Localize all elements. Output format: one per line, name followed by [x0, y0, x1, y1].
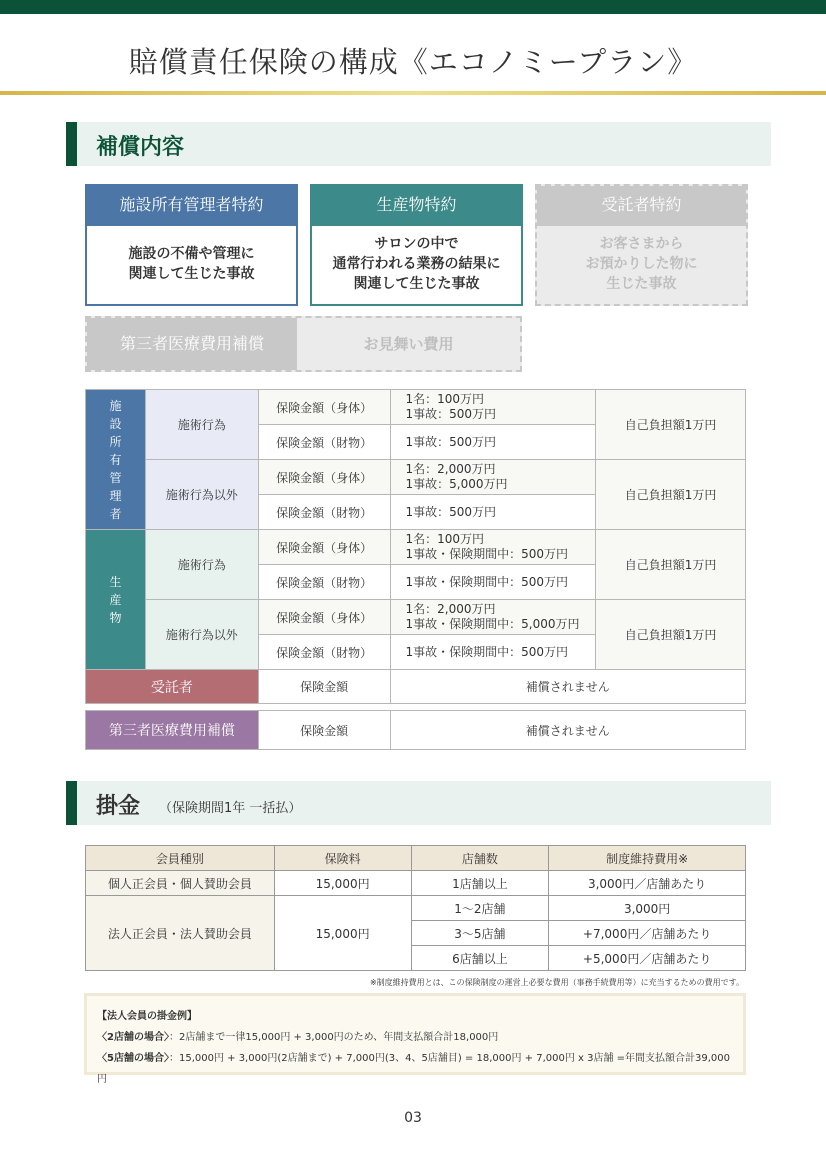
card-third-party: 第三者医療費用補償 お見舞い費用	[85, 316, 522, 372]
facility-label: 施設所有管理者	[86, 390, 146, 530]
card-body: サロンの中で 通常行われる業務の結果に 関連して生じた事故	[332, 236, 501, 292]
trustee-label: 受託者	[86, 670, 259, 704]
gold-rule	[0, 91, 826, 95]
footnote: ※制度維持費用とは、この保険制度の運営上必要な費用（事務手続費用等）に充当するための費用です。	[369, 978, 744, 987]
page-number: 03	[404, 1110, 422, 1126]
card-trustee	[535, 184, 748, 306]
card-header: 施設所有管理者特約	[87, 186, 296, 226]
section-header-coverage	[66, 122, 771, 166]
row-non-treatment: 施術行為以外	[145, 460, 258, 530]
card-header: 受託者特約	[537, 186, 746, 226]
coverage-table: 施設所有管理者 施術行為 保険金額（身体） 1名：100万円 1事故：500万円 自己負担額1万円 保険金額（財物） 1事故：500万円 施術行為以外 保険金額（身体） 1名：2,000万円 1事故：5,000万円 自己負担額1万円 保険金額（財物） 1事故：500万円 生産物 施術行為 保険金額（身体） 1名：100万円 1事故・保険期間中：500万円 自己負担額1万円 保険金額（財物） 1事故・保険期間中：500万円 施術行為以外 保険金額（身体） 1名：2,000万円 1事故・保険期間中：5,000万円 自己負担額1万円 保険金額（財物） 1事故・保険期間中：500万円 受託者 保険金額 補償されません	[85, 389, 746, 704]
page-title: 賠償責任保険の構成《エコノミープラン》	[128, 45, 698, 79]
third-party-label: 第三者医療費用補償	[86, 711, 259, 750]
premium-table: 会員種別 保険料 店舗数 制度維持費用※ 個人正会員・個人賛助会員 15,000円 1店舗以上 3,000円／店舗あたり 法人正会員・法人賛助会員 15,000円 1～2店舗 3,000円 3～5店舗 +7,000円／店舗あたり 6店舗以上 +5,000円／店舗あたり	[85, 845, 746, 971]
section-header-premium: 掛金 （保険期間1年 一括払）	[66, 781, 771, 825]
deductible: 自己負担額1万円	[596, 460, 746, 530]
deductible: 自己負担額1万円	[596, 390, 746, 460]
example-box: 【法人会員の掛金例】 〈2店舗の場合〉：2店舗まで一律15,000円 + 3,000円のため、年間支払額合計18,000円 〈5店舗の場合〉：15,000円 + 3,000円(2店舗まで) + 7,000円(3、4、5店舗目) = 18,000円 + 7,000円 x 3店舗 =年間支払額合計39,000円	[84, 993, 746, 1075]
product-label: 生産物	[86, 530, 146, 670]
section-title: 補償内容	[96, 135, 185, 160]
card-body: お客さまから お預かりした物に 生じた事故	[585, 236, 698, 292]
third-party-table: 第三者医療費用補償 保険金額 補償されません	[85, 710, 746, 750]
card-header: 生産物特約	[312, 186, 521, 226]
section-title: 掛金	[96, 794, 141, 819]
top-bar	[0, 0, 826, 14]
card-body: 施設の不備や管理に 関連して生じた事故	[128, 246, 255, 282]
card-product	[310, 184, 523, 306]
row-treatment: 施術行為	[145, 390, 258, 460]
card-facility	[85, 184, 298, 306]
